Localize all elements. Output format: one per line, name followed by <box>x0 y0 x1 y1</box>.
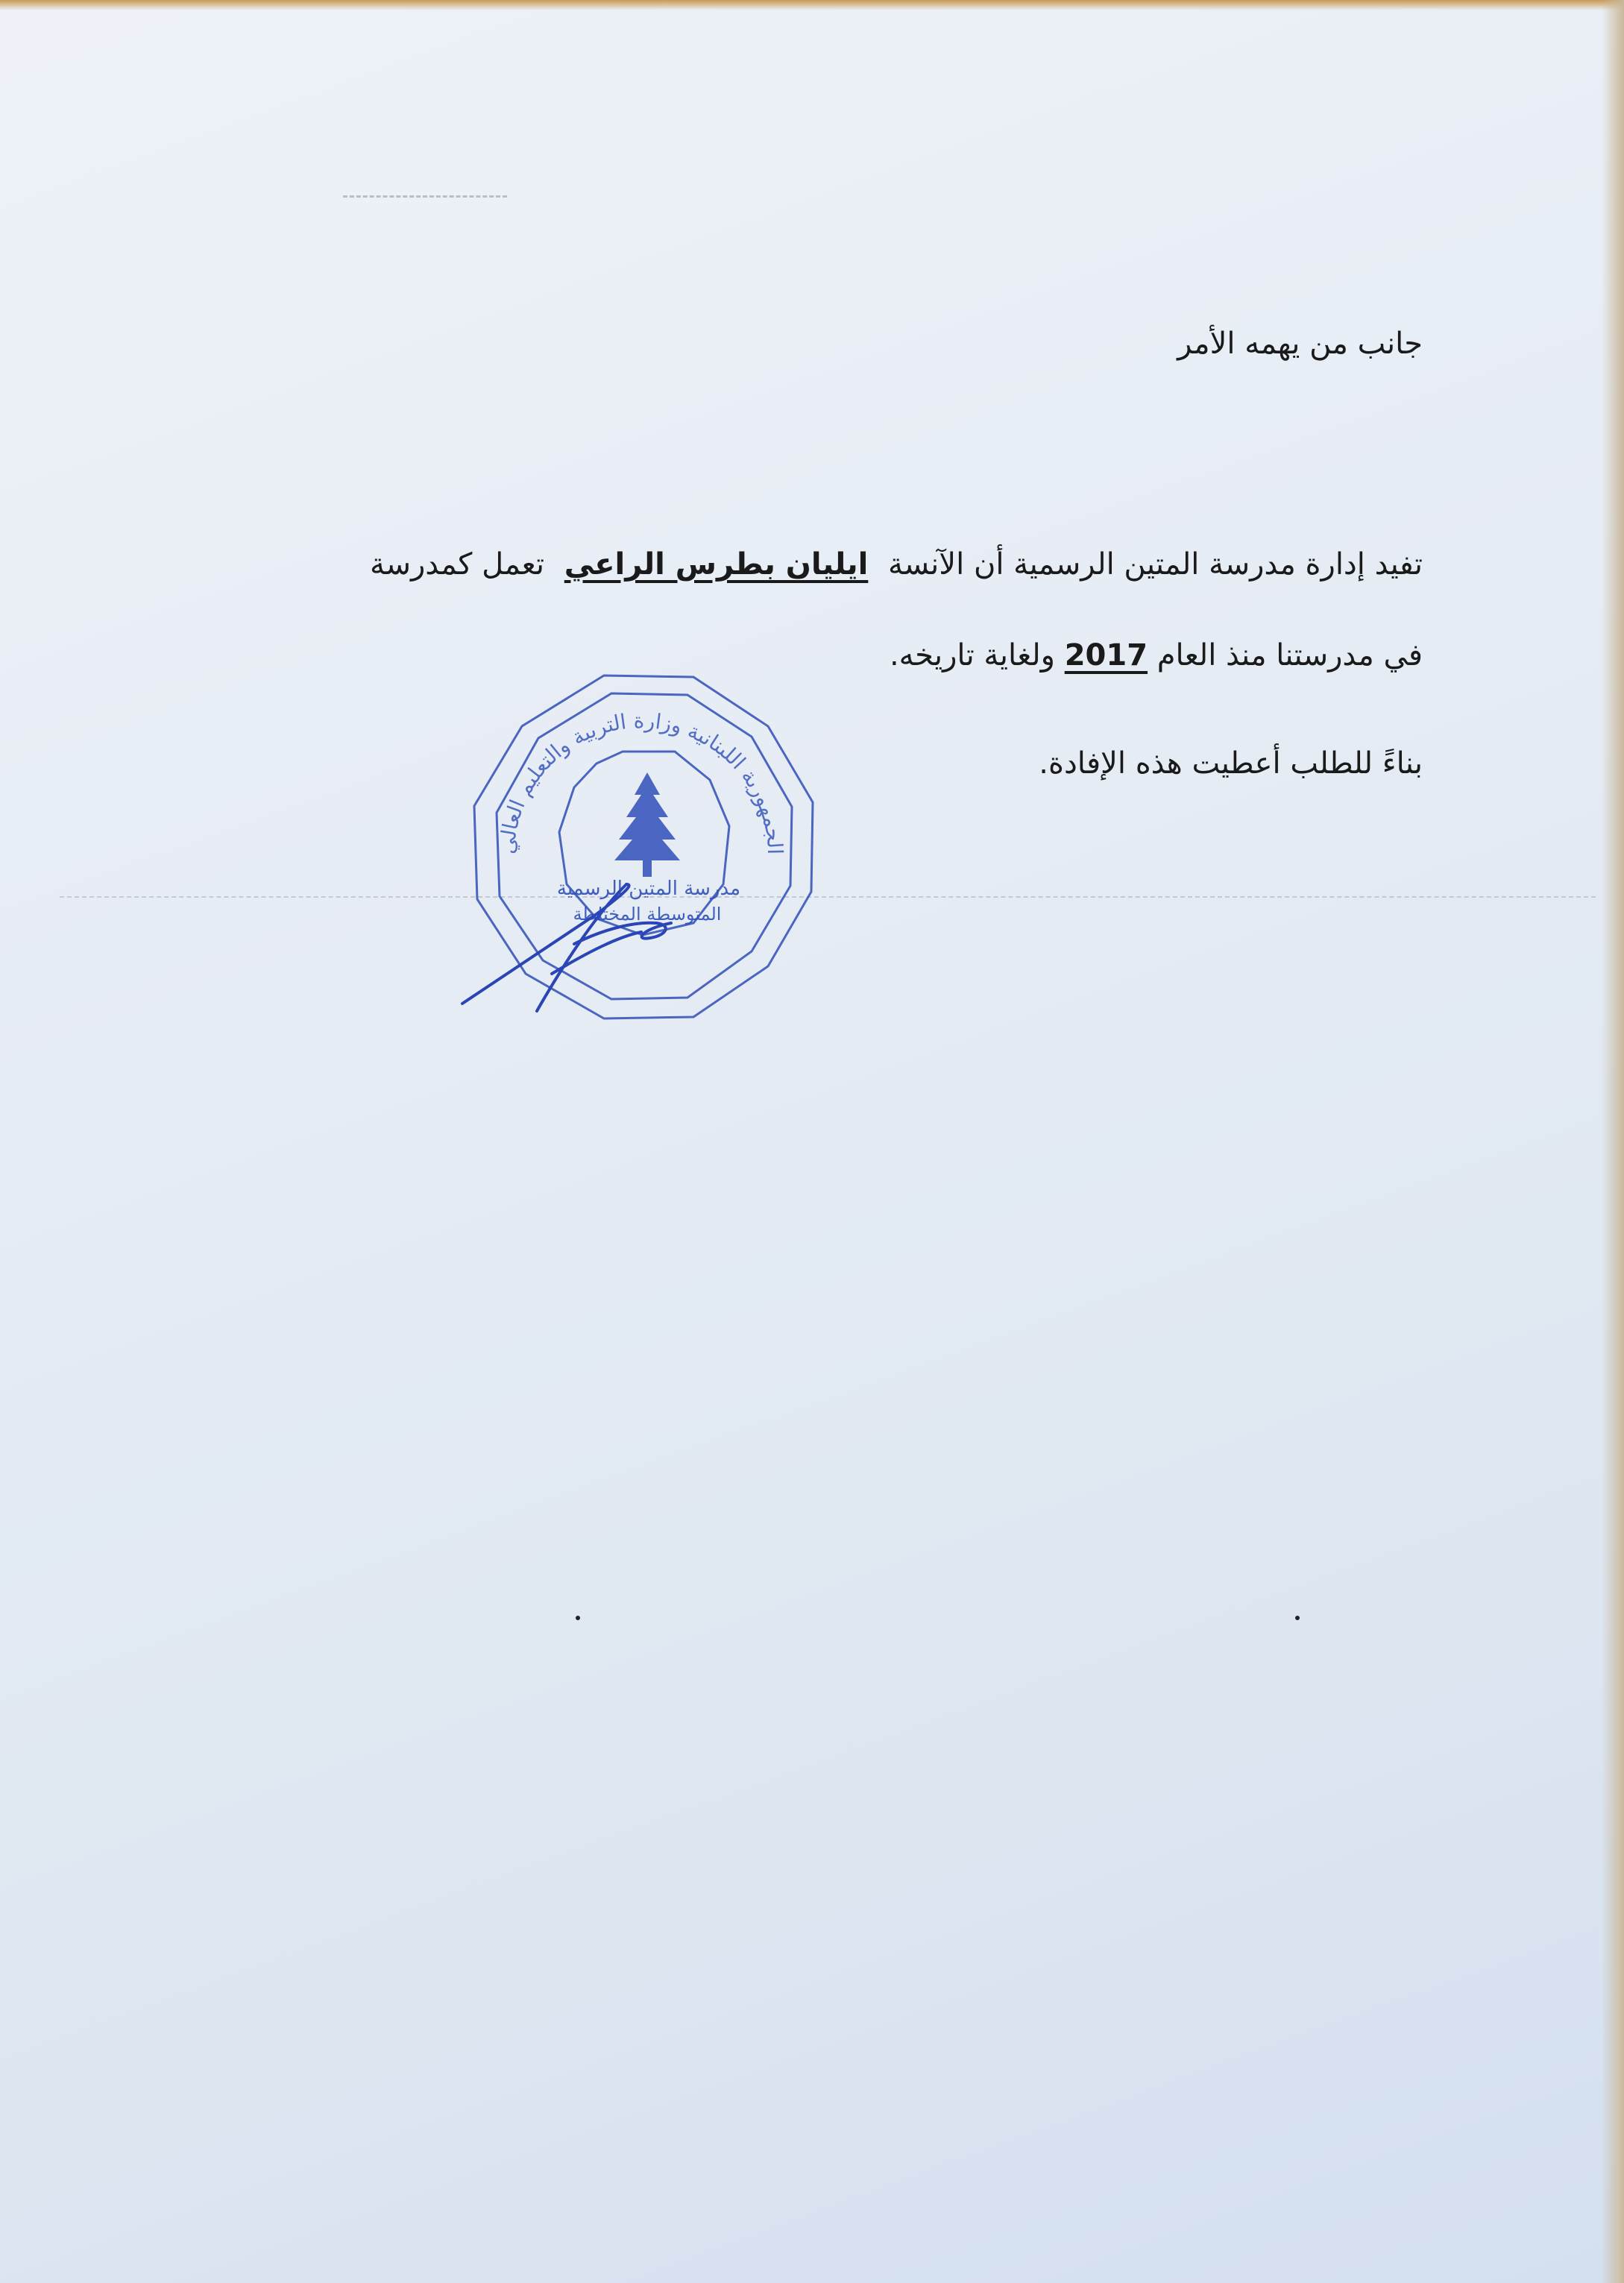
fold-mark <box>343 195 507 198</box>
document-page <box>0 4 1617 2283</box>
salutation: جانب من يهمه الأمر <box>1177 327 1423 361</box>
page-dot <box>576 1616 580 1620</box>
cedar-tree-icon <box>614 772 680 877</box>
stamp-outer-ring-text: الجمهورية اللبنانية وزارة التربية والتعليم العالي <box>494 708 788 855</box>
teacher-name: ايليان بطرس الراعي <box>564 547 869 582</box>
line2-intro: في مدرستنا منذ العام <box>1156 638 1423 673</box>
scan-border-top <box>0 0 1624 10</box>
line2-ending: ولغاية تاريخه. <box>889 638 1055 673</box>
start-year: 2017 <box>1064 638 1148 673</box>
body-line-3: بناءً للطلب أعطيت هذه الإفادة. <box>1039 746 1423 781</box>
scan-border-right <box>1602 0 1624 2283</box>
line1-ending: تعمل كمدرسة <box>370 547 545 582</box>
body-line-1 <box>370 547 1423 582</box>
body-line-2 <box>890 638 1423 673</box>
stamp-center-line-1: مدرسة المتين الرسمية <box>556 878 741 900</box>
page-dot <box>1295 1616 1300 1620</box>
school-stamp <box>447 661 835 1048</box>
stamp-center-line-2: المتوسطة المختلطة <box>573 904 722 925</box>
line1-intro: تفيد إدارة مدرسة المتين الرسمية أن الآنسة <box>888 547 1423 582</box>
